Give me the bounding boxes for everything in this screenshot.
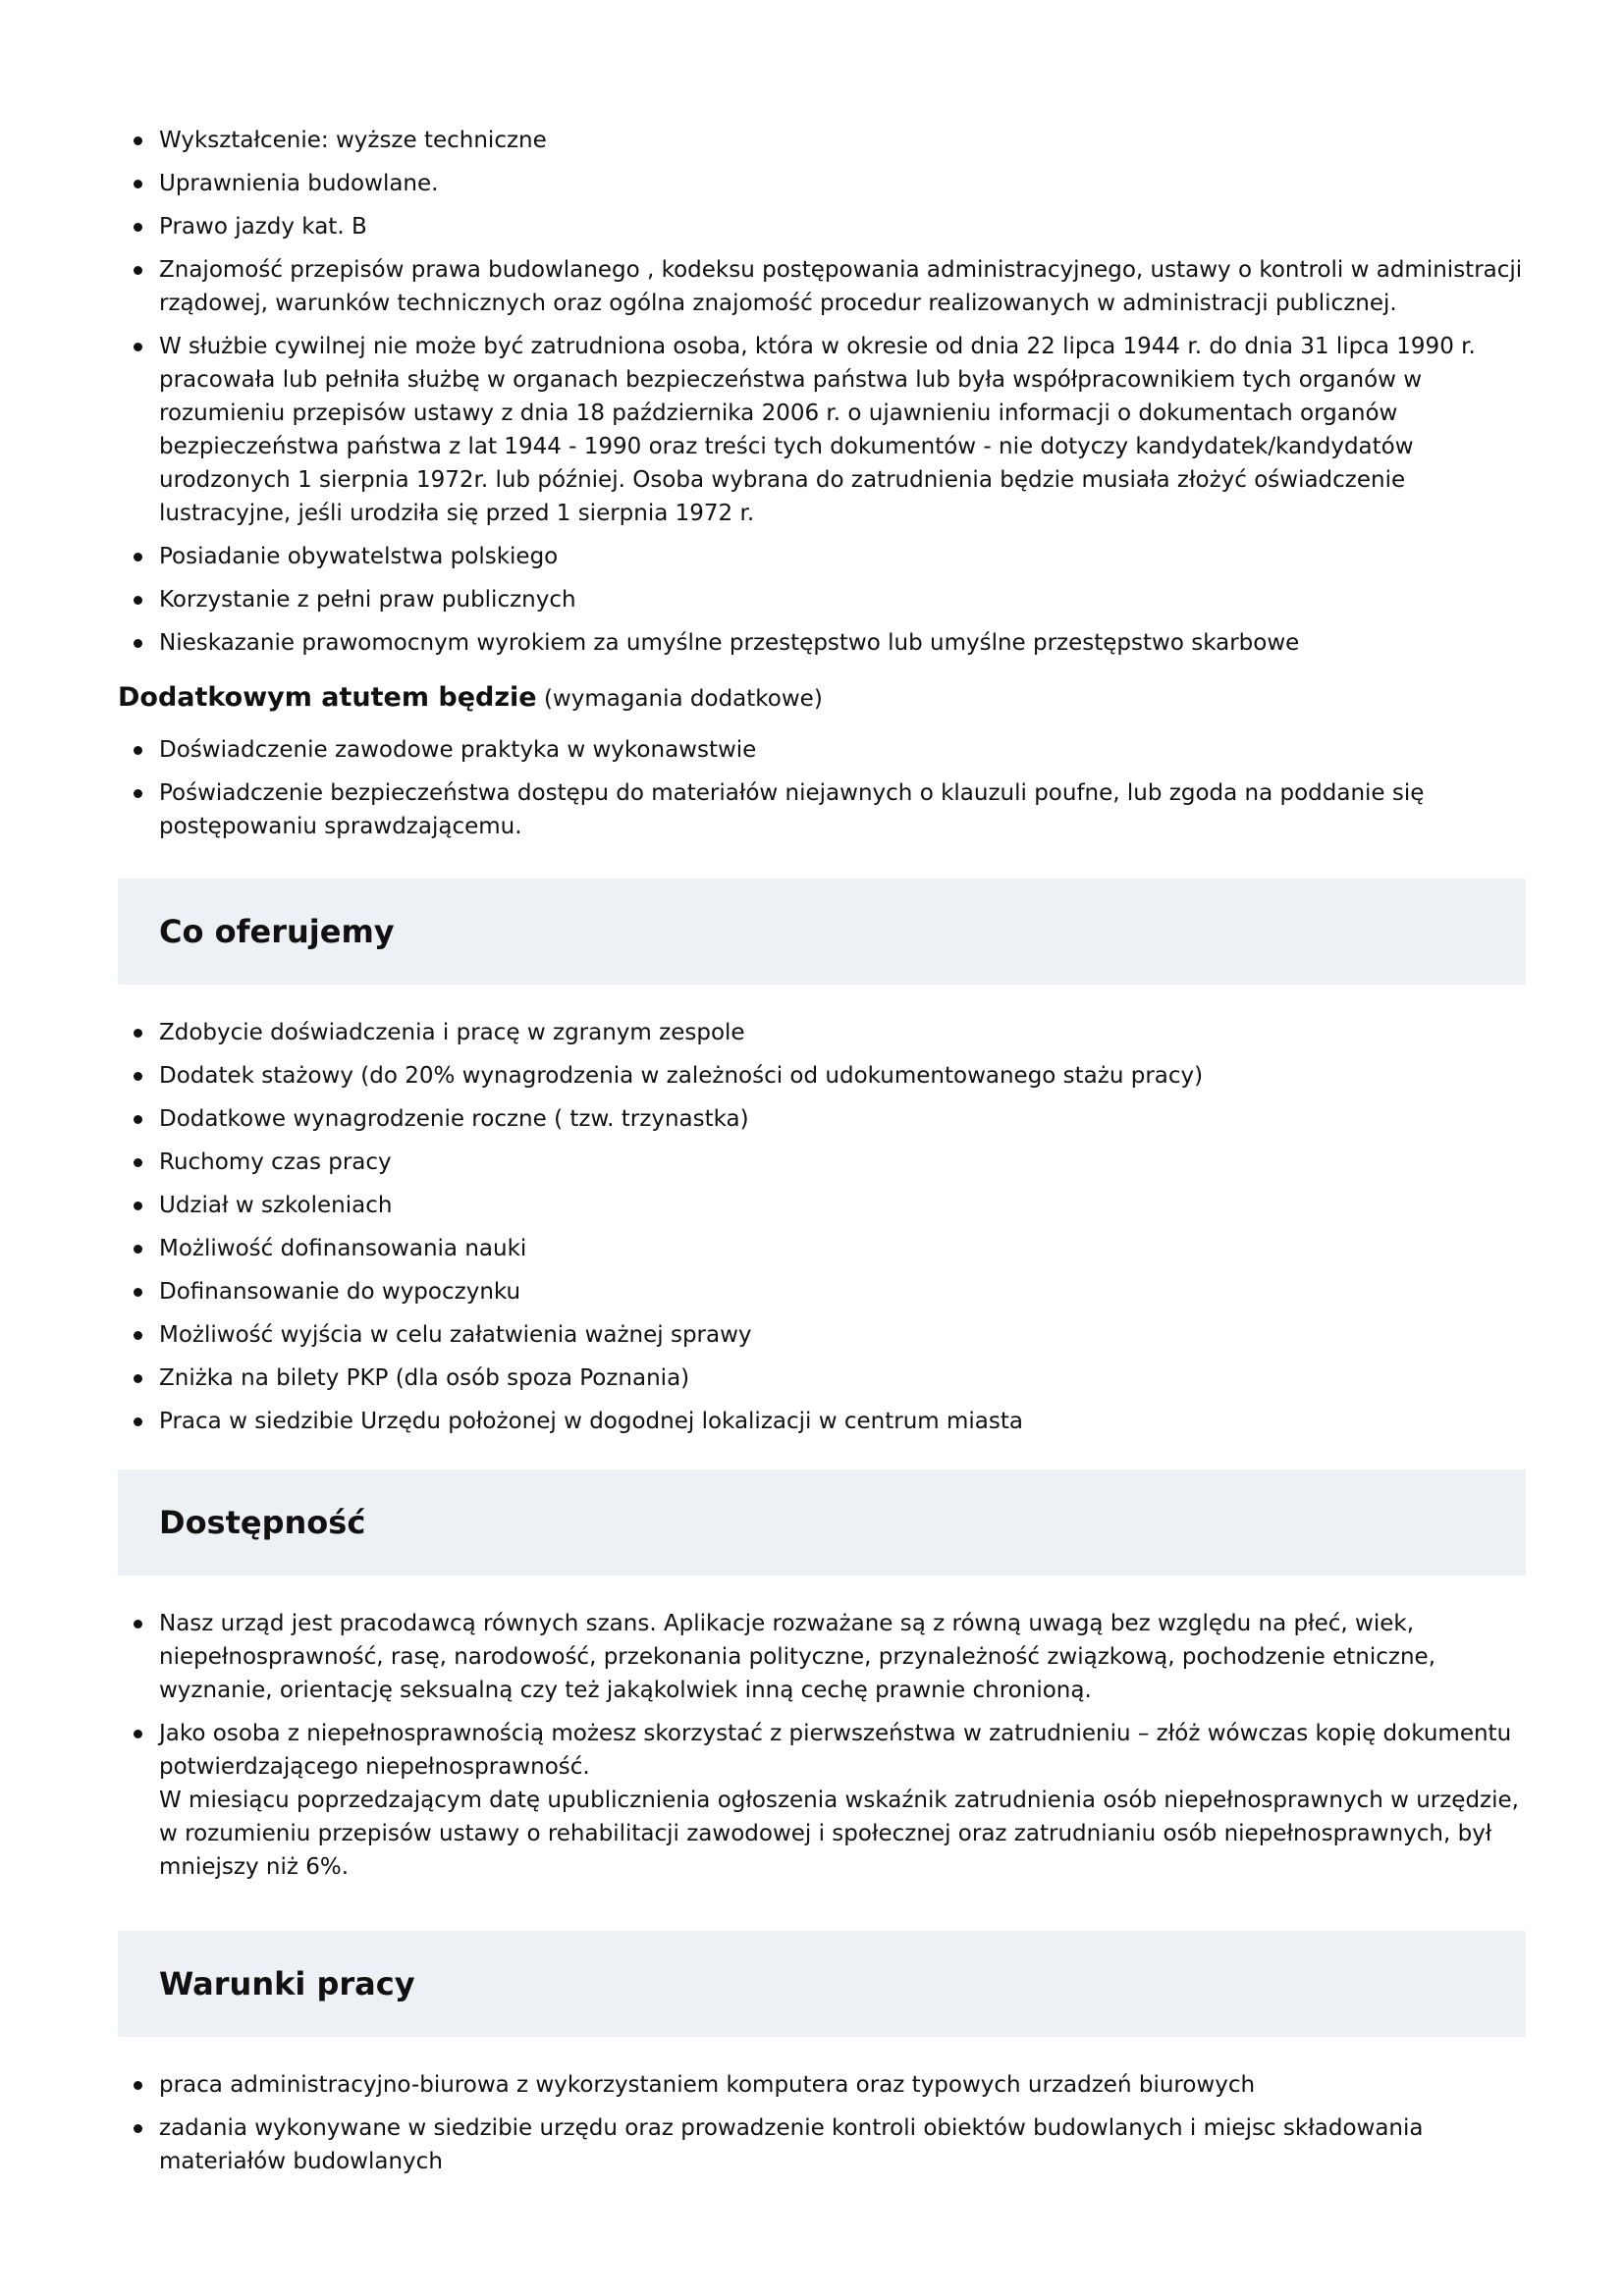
list-item-line: zadania wykonywane w siedzibie urzędu oraz prowadzenie kontroli obiektów budowlanych i miejsc składowania: [159, 2115, 1424, 2141]
list-item-line: Wykształcenie: wyższe techniczne: [159, 128, 547, 153]
list-item-line: Możliwość wyjścia w celu załatwienia ważnej sprawy: [159, 1322, 752, 1348]
list-item: [118, 167, 1526, 200]
list-item: [118, 626, 1526, 660]
list-item-line: Poświadczenie bezpieczeństwa dostępu do materiałów niejawnych o klauzuli poufne, lub zgoda na poddanie się: [159, 780, 1425, 806]
list-item-line: praca administracyjno-biurowa z wykorzystaniem komputera oraz typowych urzadzeń biurowych: [159, 2072, 1256, 2098]
conditions-list: [118, 2068, 1526, 2178]
list-item-line: mniejszy niż 6%.: [159, 1854, 350, 1880]
offer-section-header: [118, 879, 1526, 985]
list-item-line: materiałów budowlanych: [159, 2149, 443, 2174]
list-item-line: Uprawnienia budowlane.: [159, 171, 439, 196]
list-item-line: Dodatkowe wynagrodzenie roczne ( tzw. trzynastka): [159, 1106, 749, 1132]
accessibility-title: Dostępność: [159, 1504, 366, 1541]
list-item: [118, 124, 1526, 157]
list-item: [118, 540, 1526, 573]
conditions-section-header: [118, 1931, 1526, 2037]
requirements-list: [118, 124, 1526, 660]
list-item-line: potwierdzającego niepełnosprawność.: [159, 1754, 590, 1780]
list-item: [118, 1189, 1526, 1222]
list-item: [118, 210, 1526, 243]
offer-title: Co oferujemy: [159, 913, 395, 950]
list-item: [118, 1232, 1526, 1265]
list-item-line: W służbie cywilnej nie może być zatrudniona osoba, która w okresie od dnia 22 lipca 1944 r. do dnia 31 lipca 1990 r.: [159, 334, 1476, 359]
list-item-line: niepełnosprawność, rasę, narodowość, przekonania polityczne, przynależność związkową, pochodzenie etniczne,: [159, 1644, 1436, 1670]
list-item-line: Znajomość przepisów prawa budowlanego , kodeksu postępowania administracyjnego, ustawy o kontroli w administracji: [159, 257, 1523, 283]
list-item: [118, 2111, 1526, 2178]
list-item-line: Doświadczenie zawodowe praktyka w wykonawstwie: [159, 737, 757, 763]
accessibility-section-header: [118, 1469, 1526, 1575]
additional-note: (wymagania dodatkowe): [543, 686, 823, 712]
list-item-line: Możliwość dofinansowania nauki: [159, 1236, 527, 1261]
list-item-line: bezpieczeństwa państwa z lat 1944 - 1990 oraz treści tych dokumentów - nie dotyczy kandydatek/kandydatów: [159, 434, 1414, 459]
list-item: [118, 1362, 1526, 1395]
list-item-line: Posiadanie obywatelstwa polskiego: [159, 544, 559, 569]
list-item-line: Udział w szkoleniach: [159, 1193, 393, 1218]
offer-list: [118, 1016, 1526, 1438]
list-item-line: Jako osoba z niepełnosprawnością możesz skorzystać z pierwszeństwa w zatrudnieniu – złóż wówczas kopię dokumentu: [159, 1721, 1512, 1746]
list-item-line: Nasz urząd jest pracodawcą równych szans. Aplikacje rozważane są z równą uwagą bez względu na płeć, wiek,: [159, 1611, 1415, 1636]
list-item: [118, 330, 1526, 530]
list-item: [118, 1146, 1526, 1179]
additional-heading: [118, 681, 1526, 716]
list-item: [118, 1717, 1526, 1884]
list-item: [118, 583, 1526, 616]
list-item: [118, 1318, 1526, 1352]
list-item-line: W miesiącu poprzedzającym datę upublicznienia ogłoszenia wskaźnik zatrudnienia osób niepełnosprawnych w urzędzie,: [159, 1788, 1519, 1813]
list-item-line: Dodatek stażowy (do 20% wynagrodzenia w zależności od udokumentowanego stażu pracy): [159, 1063, 1204, 1089]
accessibility-list: [118, 1607, 1526, 1884]
list-item: [118, 1102, 1526, 1136]
list-item-line: Praca w siedzibie Urzędu położonej w dogodnej lokalizacji w centrum miasta: [159, 1409, 1023, 1434]
list-item-line: Ruchomy czas pracy: [159, 1149, 392, 1175]
list-item-line: urodzonych 1 sierpnia 1972r. lub później. Osoba wybrana do zatrudnienia będzie musiała złożyć oświadczenie: [159, 467, 1406, 493]
list-item-line: postępowaniu sprawdzającemu.: [159, 814, 522, 839]
list-item: [118, 1275, 1526, 1308]
list-item: [118, 2068, 1526, 2102]
list-item-line: Zniżka na bilety PKP (dla osób spoza Poznania): [159, 1365, 690, 1391]
list-item-line: w rozumieniu przepisów ustawy o rehabilitacji zawodowej i społecznej oraz zatrudnianiu osób niepełnosprawnych, był: [159, 1821, 1492, 1846]
list-item-line: pracowała lub pełniła służbę w organach bezpieczeństwa państwa lub była współpracownikiem tych organów w: [159, 367, 1423, 393]
list-item-line: Prawo jazdy kat. B: [159, 214, 367, 240]
page-content: [118, 0, 1526, 2188]
list-item: [118, 253, 1526, 320]
list-item: [118, 733, 1526, 767]
list-item-line: Korzystanie z pełni praw publicznych: [159, 587, 576, 613]
list-item-line: wyznanie, orientację seksualną czy też jakąkolwiek inną cechę prawnie chronioną.: [159, 1678, 1092, 1703]
list-item: [118, 1059, 1526, 1093]
list-item-line: rozumieniu przepisów ustawy z dnia 18 października 2006 r. o ujawnieniu informacji o dokumentach organów: [159, 400, 1398, 426]
list-item: [118, 1607, 1526, 1707]
list-item-line: lustracyjne, jeśli urodziła się przed 1 sierpnia 1972 r.: [159, 501, 755, 526]
additional-title: Dodatkowym atutem będzie: [118, 682, 537, 713]
additional-list: [118, 733, 1526, 843]
list-item-line: Nieskazanie prawomocnym wyrokiem za umyślne przestępstwo lub umyślne przestępstwo skarbowe: [159, 630, 1300, 656]
list-item: [118, 1016, 1526, 1049]
list-item-line: Zdobycie doświadczenia i pracę w zgranym zespole: [159, 1020, 745, 1045]
list-item-line: rządowej, warunków technicznych oraz ogólna znajomość procedur realizowanych w administracji publicznej.: [159, 291, 1397, 316]
list-item: [118, 1405, 1526, 1438]
conditions-title: Warunki pracy: [159, 1965, 415, 2002]
list-item: [118, 776, 1526, 843]
list-item-line: Dofinansowanie do wypoczynku: [159, 1279, 521, 1305]
